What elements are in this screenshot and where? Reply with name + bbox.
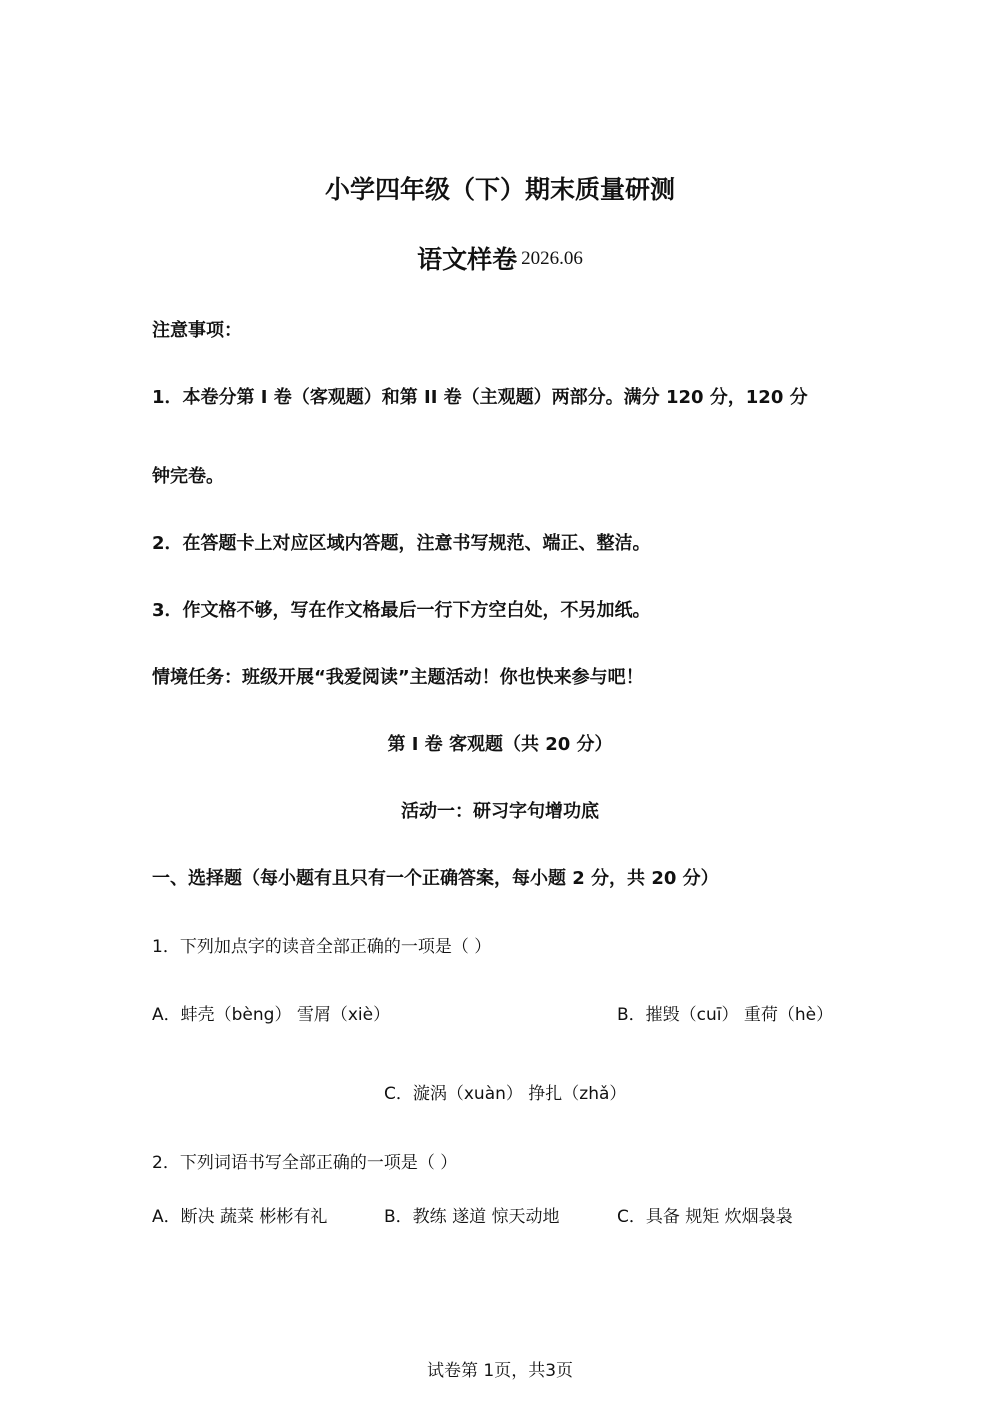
question-2-stem: 2．下列词语书写全部正确的一项是（ ） [152, 1153, 458, 1173]
section-1-title: 第 I 卷 客观题（共 20 分） [387, 734, 613, 755]
question-1-option-c: C．漩涡（xuàn） 挣扎（zhǎ） [384, 1084, 627, 1104]
note-item-2: 2．在答题卡上对应区域内答题，注意书写规范、端正、整洁。 [152, 533, 651, 554]
page-footer: 试卷第 1页，共3页 [426, 1361, 574, 1381]
question-1-option-b: B．摧毁（cuī） 重荷（hè） [617, 1005, 834, 1025]
exam-subtitle [0, 240, 1000, 276]
question-2-option-c: C．具备 规矩 炊烟袅袅 [617, 1207, 793, 1227]
note-item-1-line-1: 1．本卷分第 I 卷（客观题）和第 II 卷（主观题）两部分。满分 120 分，120 分 [152, 387, 808, 408]
question-2-option-b: B．教练 遂道 惊天动地 [384, 1207, 560, 1227]
question-2-option-a: A．断决 蔬菜 彬彬有礼 [152, 1207, 328, 1227]
question-1-stem: 1．下列加点字的读音全部正确的一项是（ ） [152, 937, 492, 957]
activity-1-title: 活动一：研习字句增功底 [401, 801, 599, 822]
exam-date: 2026.06 [521, 248, 583, 269]
note-item-1-line-2: 钟完卷。 [152, 466, 224, 487]
situation-task: 情境任务：班级开展“我爱阅读”主题活动！你也快来参与吧！ [152, 667, 644, 688]
part-1-title: 一、选择题（每小题有且只有一个正确答案，每小题 2 分，共 20 分） [152, 868, 719, 889]
exam-title: 小学四年级（下）期末质量研测 [324, 175, 675, 204]
note-item-3: 3．作文格不够，写在作文格最后一行下方空白处，不另加纸。 [152, 600, 651, 621]
subject-label: 语文样卷 [417, 245, 518, 274]
question-1-option-a: A．蚌壳（bèng） 雪屑（xiè） [152, 1005, 391, 1025]
notes-heading: 注意事项： [152, 320, 242, 341]
